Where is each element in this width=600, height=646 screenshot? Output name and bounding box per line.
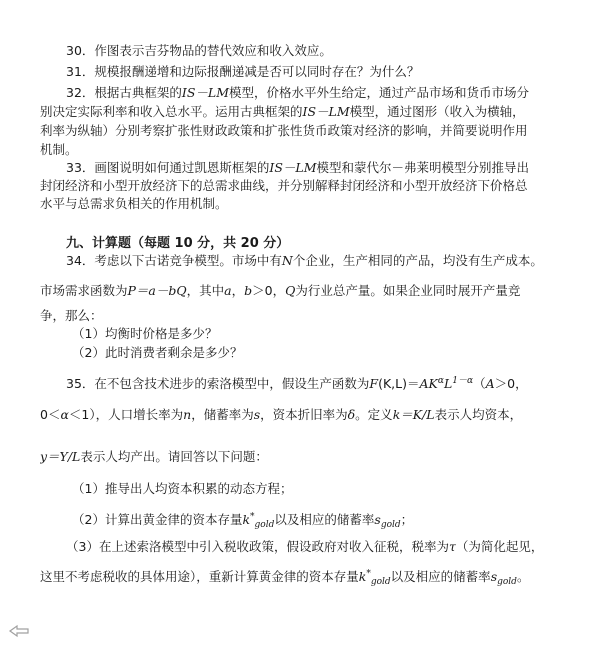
question-35-part-2: （2）计算出黄金律的资本存量$k^*_{gold}$以及相应的储蓄率$s_{gold}$； <box>72 512 414 530</box>
question-35-line-2: 0＜α＜1），人口增长率为n，储蓄率为s，资本折旧率为δ。定义k＝K/L表示人均资本， <box>40 407 523 422</box>
question-35-line-1: 35．在不包含技术进步的索洛模型中，假设生产函数为$F(K,L)=AK^\alpha L^{1-\alpha}(A>0$， <box>66 376 528 391</box>
question-32-line-3: 利率为纵轴）分别考察扩张性财政政策和扩张性货币政策对经济的影响，并简要说明作用 <box>40 123 528 138</box>
question-34-line-2: 市场需求函数为P＝a－bQ，其中a，b＞0，Q为行业总产量。如果企业同时展开产量竞 <box>40 283 521 298</box>
question-33-line-1: 33．画图说明如何通过凯恩斯框架的IS－LM模型和蒙代尔－弗莱明模型分别推导出 <box>66 160 530 175</box>
question-35-line-3: y＝Y/L表示人均产出。请回答以下问题： <box>40 449 268 464</box>
question-30: 30．作图表示吉芬物品的替代效应和收入效应。 <box>66 43 332 58</box>
question-33-line-2: 封闭经济和小型开放经济下的总需求曲线，并分别解释封闭经济和小型开放经济下价格总 <box>40 178 528 193</box>
back-arrow-icon[interactable] <box>8 624 30 638</box>
question-35-part-3-line-2: 这里不考虑税收的具体用途），重新计算黄金律的资本存量$k^*_{gold}$以及相应的储蓄率$s_{gold}$。 <box>40 569 530 587</box>
question-31: 31．规模报酬递增和边际报酬递减是否可以同时存在？为什么？ <box>66 64 420 79</box>
question-34-line-1: 34．考虑以下古诺竞争模型。市场中有N个企业，生产相同的产品，均没有生产成本。 <box>66 253 543 268</box>
question-35-part-3-line-1: （3）在上述索洛模型中引入税收政策，假设政府对收入征税，税率为τ（为简化起见， <box>66 539 544 554</box>
section-heading: 九、计算题（每题 10 分，共 20 分） <box>66 236 290 251</box>
question-35-part-1: （1）推导出人均资本积累的动态方程； <box>72 481 293 496</box>
question-32-line-2: 别决定实际利率和收入总水平。运用古典框架的IS－LM模型，通过图形（收入为横轴， <box>40 104 525 119</box>
question-32-line-4: 机制。 <box>40 142 78 157</box>
question-33-line-3: 水平与总需求负相关的作用机制。 <box>40 196 228 211</box>
question-32-line-1: 32．根据古典框架的IS－LM模型，价格水平外生给定，通过产品市场和货币市场分 <box>66 85 530 100</box>
question-34-part-2: （2）此时消费者剩余是多少？ <box>72 345 243 360</box>
question-34-line-3: 争，那么： <box>40 308 103 323</box>
question-34-part-1: （1）均衡时价格是多少？ <box>72 326 218 341</box>
